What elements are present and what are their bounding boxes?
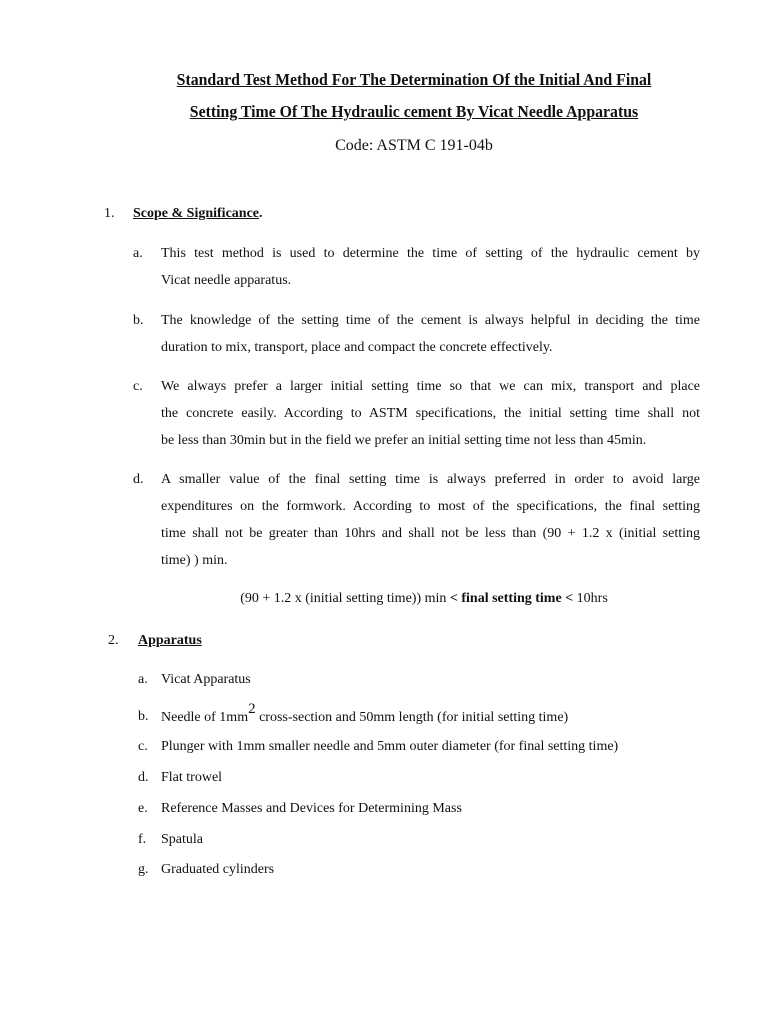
formula-bold: < final setting time < — [449, 591, 574, 606]
apparatus-item-f-text: Spatula — [161, 832, 203, 847]
apparatus-item-e-text: Reference Masses and Devices for Determining Mass — [161, 801, 462, 816]
section-1-item-b-text — [161, 307, 700, 361]
section-1-item-d-text — [161, 466, 700, 574]
section-2-number: 2. — [108, 633, 119, 648]
section-1-item-a-line-1: This test method is used to determine the time of setting of the hydraulic cement by — [161, 246, 700, 261]
section-1-heading-suffix: . — [259, 206, 263, 221]
section-1-item-d-line-3: time shall not be greater than 10hrs and shall not be less than (90 + 1.2 x (initial setting — [161, 526, 700, 541]
section-1-heading-text: Scope & Significance — [133, 206, 259, 221]
section-1-item-a-line-2: Vicat needle apparatus. — [161, 273, 292, 288]
section-1-heading — [133, 206, 263, 222]
section-1-item-b-line-1: The knowledge of the setting time of the cement is always helpful in deciding the time — [161, 313, 700, 328]
section-1-item-c-text — [161, 373, 700, 454]
section-1-number: 1. — [104, 206, 115, 221]
section-1-item-d-line-4: time) ) min. — [161, 553, 228, 568]
section-1-item-d-letter: d. — [133, 472, 144, 487]
apparatus-item-b-superscript: 2 — [248, 701, 256, 717]
section-1-item-d-line-1: A smaller value of the final setting time is always preferred in order to avoid large — [161, 472, 700, 487]
apparatus-item-a-text: Vicat Apparatus — [161, 672, 251, 687]
section-1-item-a-letter: a. — [133, 246, 143, 261]
apparatus-item-g-text: Graduated cylinders — [161, 862, 275, 877]
section-1-item-b-letter: b. — [133, 313, 144, 328]
section-1-item-b-line-2: duration to mix, transport, place and compact the concrete effectively. — [161, 340, 553, 355]
apparatus-item-c-letter: c. — [138, 739, 148, 754]
apparatus-item-a-letter: a. — [138, 672, 148, 687]
section-1-item-c-line-2: the concrete easily. According to ASTM specifications, the initial setting time shall not — [161, 406, 700, 421]
section-1-item-c-line-3: be less than 30min but in the field we prefer an initial setting time not less than 45min. — [161, 433, 647, 448]
apparatus-item-c-text: Plunger with 1mm smaller needle and 5mm outer diameter (for final setting time) — [161, 739, 619, 754]
apparatus-item-g-letter: g. — [138, 862, 149, 877]
apparatus-item-b-text — [161, 701, 569, 726]
apparatus-item-b-letter: b. — [138, 709, 149, 724]
section-1-item-d-line-2: expenditures on the formwork. According to most of the specifications, the final setting — [161, 499, 700, 514]
formula-right: 10hrs — [573, 591, 608, 606]
apparatus-item-e-letter: e. — [138, 801, 148, 816]
apparatus-item-b-text-after: cross-section and 50mm length (for initial setting time) — [255, 710, 569, 725]
formula-left: (90 + 1.2 x (initial setting time)) min — [240, 591, 450, 606]
section-2-heading-text: Apparatus — [138, 633, 202, 648]
section-1-item-c-letter: c. — [133, 379, 143, 394]
setting-time-formula — [0, 591, 768, 607]
apparatus-item-f-letter: f. — [138, 832, 147, 847]
section-2-heading — [138, 633, 202, 649]
apparatus-item-b-text-before: Needle of 1mm — [161, 710, 249, 725]
apparatus-item-d-text: Flat trowel — [161, 770, 223, 785]
section-1-item-a-text — [161, 240, 700, 294]
apparatus-item-d-letter: d. — [138, 770, 149, 785]
title-line-1: Standard Test Method For The Determination Of the Initial And Final — [176, 70, 652, 89]
section-1-item-c-line-1: We always prefer a larger initial setting time so that we can mix, transport and place — [161, 379, 700, 394]
title-line-2: Setting Time Of The Hydraulic cement By Vicat Needle Apparatus — [189, 102, 639, 121]
standard-code: Code: ASTM C 191-04b — [335, 137, 493, 154]
